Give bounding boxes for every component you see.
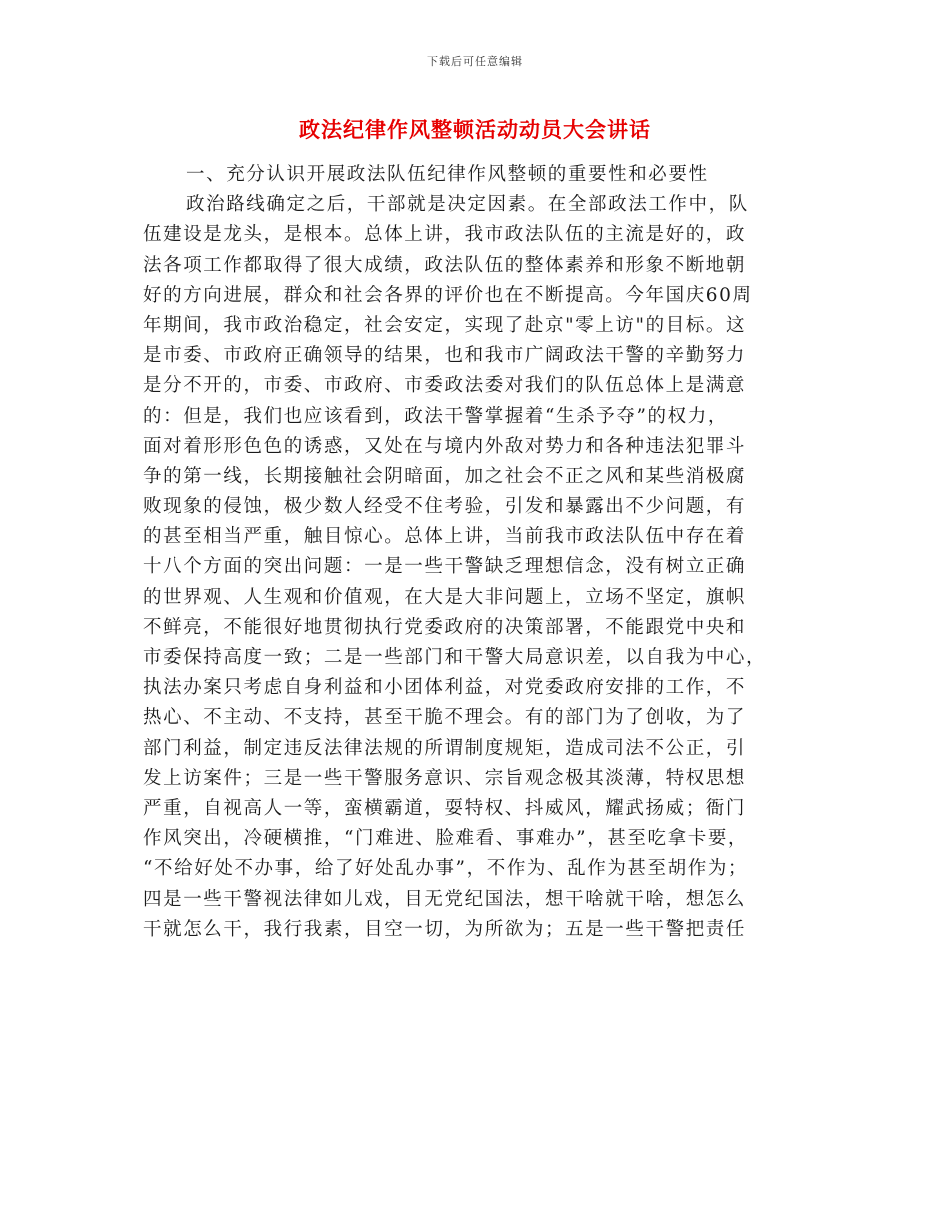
section-heading: 一、充分认识开展政法队伍纪律作风整顿的重要性和必要性 [186, 164, 709, 185]
paragraph-line: 的：但是，我们也应该看到，政法干警掌握着“生杀予夺”的权力， [143, 405, 728, 427]
paragraph-line: 干就怎么干，我行我素，目空一切，为所欲为；五是一些干警把责任 [143, 918, 747, 940]
paragraph-line: 伍建设是龙头，是根本。总体上讲，我市政法队伍的主流是好的，政 [143, 224, 747, 246]
paragraph-line: 政治路线确定之后，干部就是决定因素。在全部政法工作中，队 [186, 194, 749, 216]
document-title: 政法纪律作风整顿活动动员大会讲话 [299, 117, 651, 142]
paragraph-line: 不鲜亮，不能很好地贯彻执行党委政府的决策部署，不能跟党中央和 [143, 616, 747, 638]
paragraph-line: 作风突出，冷硬横推，“门难进、脸难看、事难办”，甚至吃拿卡要， [143, 828, 749, 850]
paragraph-line: 市委保持高度一致；二是一些部门和干警大局意识差，以自我为中心， [143, 647, 767, 668]
paragraph-line: 年期间，我市政治稳定，社会安定，实现了赴京"零上访"的目标。这 [143, 314, 747, 336]
paragraph-line: 的世界观、人生观和价值观，在大是大非问题上，立场不坚定，旗帜 [143, 586, 747, 608]
paragraph-line: 败现象的侵蚀，极少数人经受不住考验，引发和暴露出不少问题，有 [143, 496, 747, 518]
paragraph-line: 面对着形形色色的诱惑，又处在与境内外敌对势力和各种违法犯罪斗 [143, 435, 747, 457]
paragraph-line: 热心、不主动、不支持，甚至干脆不理会。有的部门为了创收，为了 [143, 707, 747, 729]
paragraph-line: “不给好处不办事，给了好处乱办事”，不作为、乱作为甚至胡作为； [143, 858, 749, 880]
paragraph-line: 法各项工作都取得了很大成绩，政法队伍的整体素养和形象不断地朝 [143, 254, 747, 276]
paragraph-line: 严重，自视高人一等，蛮横霸道，耍特权、抖威风，耀武扬威；衙门 [143, 797, 747, 819]
paragraph-line: 是分不开的，市委、市政府、市委政法委对我们的队伍总体上是满意 [143, 375, 747, 397]
paragraph-line: 十八个方面的突出问题：一是一些干警缺乏理想信念，没有树立正确 [143, 556, 747, 578]
paragraph-line: 部门利益，制定违反法律法规的所谓制度规矩，造成司法不公正，引 [143, 737, 747, 759]
document-body [143, 160, 803, 945]
paragraph-line: 的甚至相当严重，触目惊心。总体上讲，当前我市政法队伍中存在着 [143, 526, 747, 548]
paragraph-line: 四是一些干警视法律如儿戏，目无党纪国法，想干啥就干啥，想怎么 [143, 888, 747, 910]
paragraph-line: 争的第一线，长期接触社会阴暗面，加之社会不正之风和某些消极腐 [143, 465, 747, 487]
page-header: 下载后可任意编辑 [427, 55, 523, 68]
paragraph-line: 好的方向进展，群众和社会各界的评价也在不断提高。今年国庆60周 [143, 284, 753, 306]
paragraph-line: 执法办案只考虑自身利益和小团体利益，对党委政府安排的工作，不 [143, 677, 747, 699]
paragraph-line: 是市委、市政府正确领导的结果，也和我市广阔政法干警的辛勤努力 [143, 345, 747, 367]
paragraph-line: 发上访案件；三是一些干警服务意识、宗旨观念极其淡薄，特权思想 [143, 767, 747, 789]
